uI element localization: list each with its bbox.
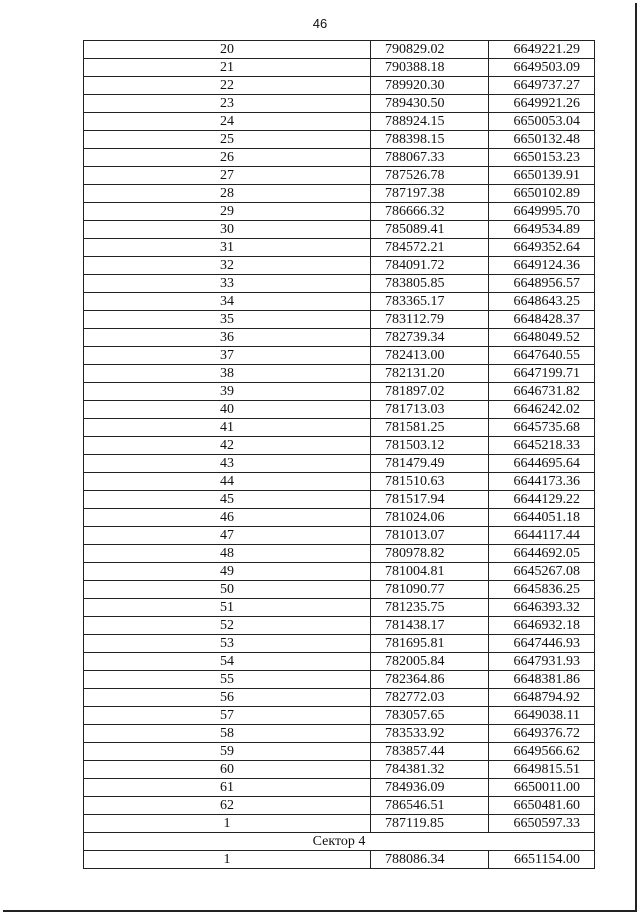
y-coordinate-cell: 6645735.68 [489,419,595,437]
table-row [84,221,595,239]
point-number-cell: 47 [84,527,371,545]
point-number-cell: 35 [84,311,371,329]
point-number-cell: 36 [84,329,371,347]
point-number-cell: 32 [84,257,371,275]
sector-heading-row [84,833,595,851]
point-number-cell: 53 [84,635,371,653]
y-coordinate-cell: 6646242.02 [489,401,595,419]
table-row [84,527,595,545]
y-coordinate-cell: 6649221.29 [489,41,595,59]
table-row [84,257,595,275]
table-row [84,653,595,671]
point-number-cell: 58 [84,725,371,743]
x-coordinate-cell: 781438.17 [371,617,489,635]
point-number-cell: 55 [84,671,371,689]
y-coordinate-cell: 6644117.44 [489,527,595,545]
y-coordinate-cell: 6648381.86 [489,671,595,689]
table-row [84,149,595,167]
x-coordinate-cell: 784572.21 [371,239,489,257]
x-coordinate-cell: 781024.06 [371,509,489,527]
table-row [84,815,595,833]
point-number-cell: 43 [84,455,371,473]
y-coordinate-cell: 6644129.22 [489,491,595,509]
y-coordinate-cell: 6646932.18 [489,617,595,635]
table-row [84,113,595,131]
table-row [84,185,595,203]
y-coordinate-cell: 6648049.52 [489,329,595,347]
point-number-cell: 28 [84,185,371,203]
y-coordinate-cell: 6646731.82 [489,383,595,401]
y-coordinate-cell: 6645218.33 [489,437,595,455]
table-row [84,689,595,707]
y-coordinate-cell: 6647446.93 [489,635,595,653]
y-coordinate-cell: 6647199.71 [489,365,595,383]
x-coordinate-cell: 783057.65 [371,707,489,725]
x-coordinate-cell: 783857.44 [371,743,489,761]
y-coordinate-cell: 6649995.70 [489,203,595,221]
table-row [84,725,595,743]
y-coordinate-cell: 6644173.36 [489,473,595,491]
y-coordinate-cell: 6646393.32 [489,599,595,617]
table-row [84,41,595,59]
x-coordinate-cell: 788067.33 [371,149,489,167]
y-coordinate-cell: 6649503.09 [489,59,595,77]
y-coordinate-cell: 6648956.57 [489,275,595,293]
y-coordinate-cell: 6647640.55 [489,347,595,365]
table-row [84,635,595,653]
coordinates-table [83,40,595,869]
table-row [84,329,595,347]
y-coordinate-cell: 6650132.48 [489,131,595,149]
x-coordinate-cell: 781004.81 [371,563,489,581]
y-coordinate-cell: 6651154.00 [489,851,595,869]
x-coordinate-cell: 781013.07 [371,527,489,545]
x-coordinate-cell: 781581.25 [371,419,489,437]
x-coordinate-cell: 789920.30 [371,77,489,95]
point-number-cell: 51 [84,599,371,617]
table-row [84,239,595,257]
x-coordinate-cell: 781503.12 [371,437,489,455]
y-coordinate-cell: 6644695.64 [489,455,595,473]
x-coordinate-cell: 782364.86 [371,671,489,689]
point-number-cell: 54 [84,653,371,671]
y-coordinate-cell: 6649921.26 [489,95,595,113]
x-coordinate-cell: 781517.94 [371,491,489,509]
table-row [84,59,595,77]
y-coordinate-cell: 6649815.51 [489,761,595,779]
y-coordinate-cell: 6649566.62 [489,743,595,761]
table-row [84,455,595,473]
table-row [84,293,595,311]
point-number-cell: 62 [84,797,371,815]
y-coordinate-cell: 6648643.25 [489,293,595,311]
point-number-cell: 26 [84,149,371,167]
point-number-cell: 33 [84,275,371,293]
y-coordinate-cell: 6649038.11 [489,707,595,725]
point-number-cell: 29 [84,203,371,221]
x-coordinate-cell: 787197.38 [371,185,489,203]
table-row [84,707,595,725]
point-number-cell: 27 [84,167,371,185]
x-coordinate-cell: 783112.79 [371,311,489,329]
point-number-cell: 44 [84,473,371,491]
table-row [84,473,595,491]
y-coordinate-cell: 6644051.18 [489,509,595,527]
table-row [84,401,595,419]
y-coordinate-cell: 6650053.04 [489,113,595,131]
x-coordinate-cell: 784091.72 [371,257,489,275]
y-coordinate-cell: 6648428.37 [489,311,595,329]
x-coordinate-cell: 787526.78 [371,167,489,185]
x-coordinate-cell: 782005.84 [371,653,489,671]
table-row [84,383,595,401]
y-coordinate-cell: 6650011.00 [489,779,595,797]
table-row [84,743,595,761]
x-coordinate-cell: 781479.49 [371,455,489,473]
table-row [84,77,595,95]
x-coordinate-cell: 785089.41 [371,221,489,239]
table-row [84,671,595,689]
x-coordinate-cell: 781713.03 [371,401,489,419]
point-number-cell: 60 [84,761,371,779]
x-coordinate-cell: 787119.85 [371,815,489,833]
point-number-cell: 20 [84,41,371,59]
x-coordinate-cell: 788924.15 [371,113,489,131]
x-coordinate-cell: 790388.18 [371,59,489,77]
x-coordinate-cell: 783365.17 [371,293,489,311]
point-number-cell: 23 [84,95,371,113]
table-row [84,599,595,617]
y-coordinate-cell: 6644692.05 [489,545,595,563]
x-coordinate-cell: 786666.32 [371,203,489,221]
point-number-cell: 45 [84,491,371,509]
point-number-cell: 46 [84,509,371,527]
x-coordinate-cell: 786546.51 [371,797,489,815]
point-number-cell: 31 [84,239,371,257]
x-coordinate-cell: 782772.03 [371,689,489,707]
y-coordinate-cell: 6650139.91 [489,167,595,185]
table-row [84,617,595,635]
point-number-cell: 50 [84,581,371,599]
x-coordinate-cell: 780978.82 [371,545,489,563]
table-row [84,311,595,329]
x-coordinate-cell: 781695.81 [371,635,489,653]
table-row [84,581,595,599]
x-coordinate-cell: 783805.85 [371,275,489,293]
point-number-cell: 49 [84,563,371,581]
x-coordinate-cell: 784936.09 [371,779,489,797]
point-number-cell: 21 [84,59,371,77]
x-coordinate-cell: 783533.92 [371,725,489,743]
x-coordinate-cell: 781510.63 [371,473,489,491]
point-number-cell: 1 [84,815,371,833]
point-number-cell: 30 [84,221,371,239]
y-coordinate-cell: 6650481.60 [489,797,595,815]
table-row [84,797,595,815]
point-number-cell: 57 [84,707,371,725]
y-coordinate-cell: 6645267.08 [489,563,595,581]
x-coordinate-cell: 788086.34 [371,851,489,869]
point-number-cell: 34 [84,293,371,311]
table-row [84,419,595,437]
point-number-cell: 24 [84,113,371,131]
point-number-cell: 52 [84,617,371,635]
x-coordinate-cell: 788398.15 [371,131,489,149]
table-row [84,275,595,293]
point-number-cell: 37 [84,347,371,365]
point-number-cell: 1 [84,851,371,869]
page-number: 46 [312,16,328,31]
point-number-cell: 42 [84,437,371,455]
table-row [84,545,595,563]
y-coordinate-cell: 6645836.25 [489,581,595,599]
point-number-cell: 38 [84,365,371,383]
sector-heading: Сектор 4 [84,833,595,851]
y-coordinate-cell: 6649534.89 [489,221,595,239]
point-number-cell: 41 [84,419,371,437]
table-row [84,491,595,509]
y-coordinate-cell: 6649124.36 [489,257,595,275]
x-coordinate-cell: 789430.50 [371,95,489,113]
table-row [84,131,595,149]
table-row [84,509,595,527]
y-coordinate-cell: 6649737.27 [489,77,595,95]
x-coordinate-cell: 781235.75 [371,599,489,617]
y-coordinate-cell: 6650597.33 [489,815,595,833]
table-row [84,203,595,221]
point-number-cell: 61 [84,779,371,797]
y-coordinate-cell: 6649376.72 [489,725,595,743]
point-number-cell: 22 [84,77,371,95]
table-row [84,365,595,383]
y-coordinate-cell: 6647931.93 [489,653,595,671]
y-coordinate-cell: 6650153.23 [489,149,595,167]
point-number-cell: 59 [84,743,371,761]
x-coordinate-cell: 782413.00 [371,347,489,365]
table-row [84,167,595,185]
x-coordinate-cell: 781090.77 [371,581,489,599]
point-number-cell: 40 [84,401,371,419]
x-coordinate-cell: 782739.34 [371,329,489,347]
x-coordinate-cell: 784381.32 [371,761,489,779]
table-row [84,437,595,455]
table-row [84,95,595,113]
x-coordinate-cell: 782131.20 [371,365,489,383]
y-coordinate-cell: 6648794.92 [489,689,595,707]
point-number-cell: 56 [84,689,371,707]
point-number-cell: 48 [84,545,371,563]
table-row [84,851,595,869]
x-coordinate-cell: 790829.02 [371,41,489,59]
point-number-cell: 25 [84,131,371,149]
y-coordinate-cell: 6650102.89 [489,185,595,203]
point-number-cell: 39 [84,383,371,401]
y-coordinate-cell: 6649352.64 [489,239,595,257]
x-coordinate-cell: 781897.02 [371,383,489,401]
table-row [84,761,595,779]
table-row [84,563,595,581]
table-row [84,779,595,797]
table-row [84,347,595,365]
